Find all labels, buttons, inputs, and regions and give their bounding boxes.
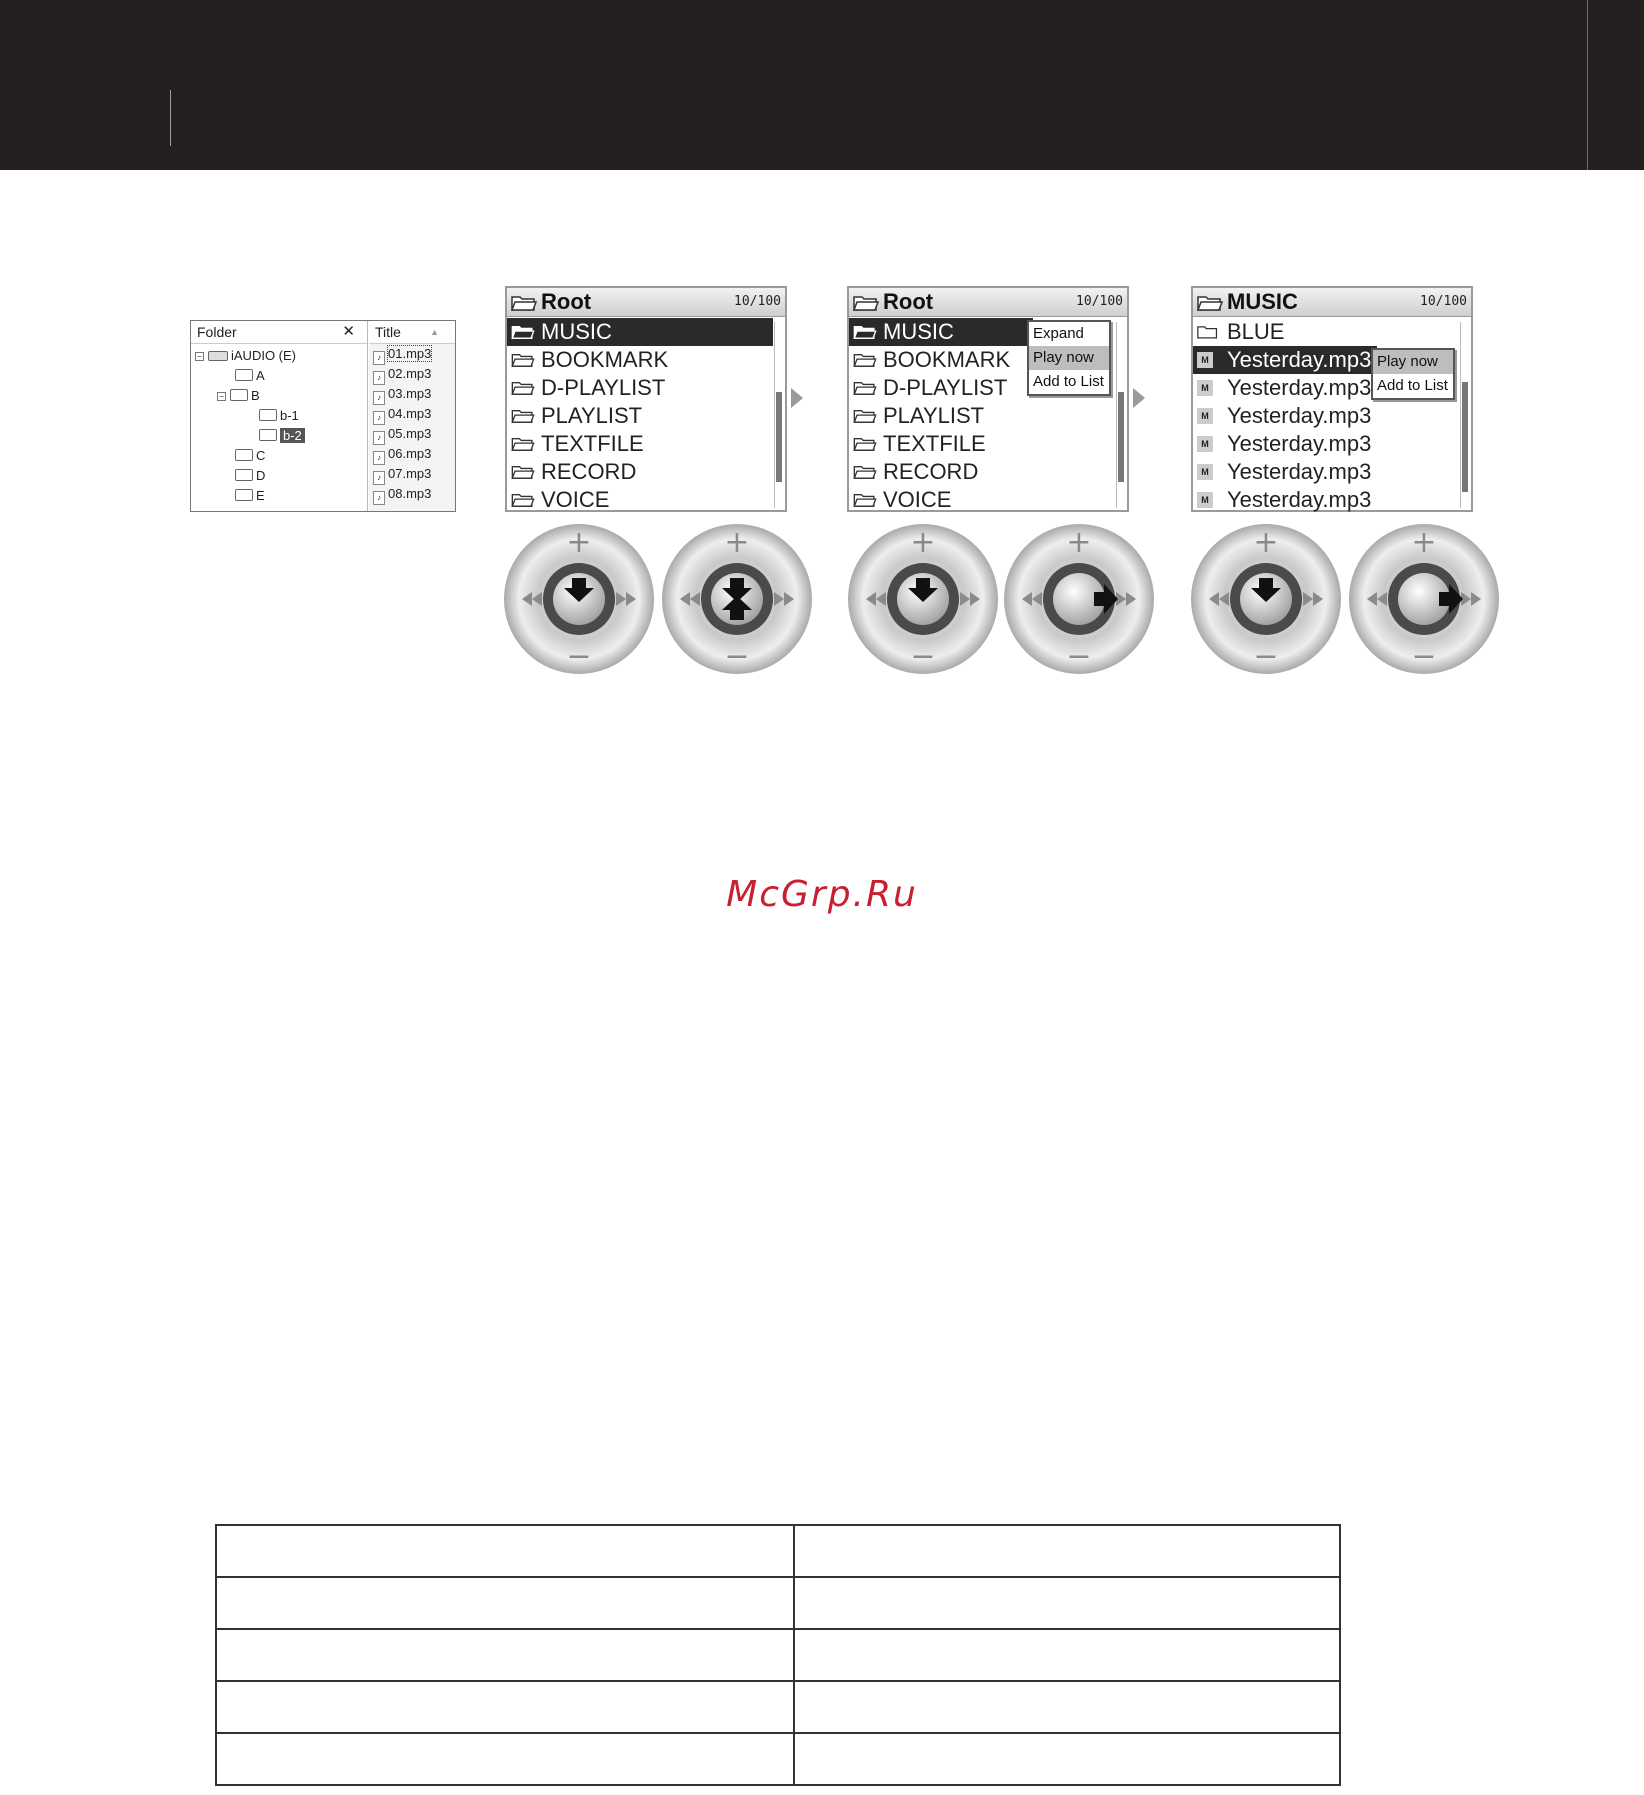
minus-label: − xyxy=(910,639,936,674)
screen-header xyxy=(507,288,785,317)
header-divider-left xyxy=(170,90,171,146)
audio-file-icon: ♪ xyxy=(373,451,385,465)
drive-icon xyxy=(208,351,228,361)
folder-icon xyxy=(853,324,877,340)
file-row[interactable]: ♪ 01.mp3 xyxy=(373,345,431,363)
file-row[interactable]: ♪ 04.mp3 xyxy=(373,405,431,423)
tree-item-folder[interactable]: A xyxy=(235,367,265,385)
item-count: 10/100 xyxy=(734,294,781,309)
wheel-graphic xyxy=(846,522,1000,676)
control-wheel[interactable] xyxy=(1189,522,1343,676)
table-row xyxy=(216,1733,1340,1785)
table-row xyxy=(216,1577,1340,1629)
file-row[interactable]: ♪ 03.mp3 xyxy=(373,385,431,403)
collapse-icon[interactable]: − xyxy=(195,352,204,361)
folder-icon xyxy=(235,369,253,381)
list-item-folder[interactable]: BLUE xyxy=(1193,318,1459,346)
folder-icon xyxy=(235,469,253,481)
music-file-icon: M xyxy=(1197,408,1213,424)
plus-label: + xyxy=(1066,525,1092,560)
audio-file-icon: ♪ xyxy=(373,431,385,445)
screen-header xyxy=(849,288,1127,317)
folder-icon xyxy=(853,492,877,508)
screen-title: Root xyxy=(883,289,934,314)
scrollbar-thumb[interactable] xyxy=(776,392,782,482)
item-count: 10/100 xyxy=(1076,294,1123,309)
wheel-graphic xyxy=(1189,522,1343,676)
table-row xyxy=(216,1525,1340,1577)
info-table xyxy=(215,1524,1341,1786)
control-wheel[interactable] xyxy=(660,522,814,676)
tree-item-folder[interactable]: D xyxy=(235,467,265,485)
menu-item-play-now[interactable]: Play now xyxy=(1373,350,1453,374)
plus-label: + xyxy=(566,525,592,560)
player-screen-3 xyxy=(1191,286,1473,512)
music-file-icon: M xyxy=(1197,464,1213,480)
control-wheel[interactable] xyxy=(1347,522,1501,676)
scrollbar[interactable] xyxy=(1116,322,1125,508)
list-item-music[interactable]: MUSIC xyxy=(507,318,773,346)
list-item[interactable]: RECORD xyxy=(507,458,773,486)
list-item[interactable]: M Yesterday.mp3 xyxy=(1193,374,1459,402)
scrollbar[interactable] xyxy=(774,322,783,508)
menu-item-play-now[interactable]: Play now xyxy=(1029,346,1109,370)
screen-title: Root xyxy=(541,289,592,314)
watermark: McGrp.Ru xyxy=(726,874,918,915)
music-file-icon: M xyxy=(1197,492,1213,508)
file-row[interactable]: ♪ 02.mp3 xyxy=(373,365,431,383)
folder-icon xyxy=(511,324,535,340)
plus-label: + xyxy=(910,525,936,560)
folder-icon xyxy=(853,464,877,480)
folder-icon xyxy=(853,436,877,452)
wheel-graphic xyxy=(502,522,656,676)
folder-icon xyxy=(235,449,253,461)
audio-file-icon: ♪ xyxy=(373,411,385,425)
folder-icon xyxy=(511,352,535,368)
collapse-icon[interactable]: − xyxy=(217,392,226,401)
control-wheel[interactable] xyxy=(846,522,1000,676)
music-file-icon: M xyxy=(1197,380,1213,396)
folder-pane-header xyxy=(191,321,367,344)
title-pane-header[interactable] xyxy=(369,321,455,344)
control-wheel[interactable] xyxy=(502,522,656,676)
minus-label: − xyxy=(566,639,592,674)
wheel-graphic xyxy=(1347,522,1501,676)
minus-label: − xyxy=(1253,639,1279,674)
header-bar xyxy=(0,0,1644,170)
player-screen-1 xyxy=(505,286,787,512)
folder-icon xyxy=(1197,324,1219,340)
wheel-graphic xyxy=(1002,522,1156,676)
close-icon[interactable]: ✕ xyxy=(342,323,355,340)
table-row xyxy=(216,1681,1340,1733)
explorer-window xyxy=(190,320,456,512)
file-row[interactable]: ♪ 07.mp3 xyxy=(373,465,431,483)
scrollbar[interactable] xyxy=(1460,322,1469,508)
list-item[interactable]: BOOKMARK xyxy=(507,346,773,374)
folder-icon xyxy=(511,380,535,396)
header-divider-right xyxy=(1587,0,1588,170)
context-menu xyxy=(1371,348,1455,400)
menu-item-expand[interactable]: Expand xyxy=(1033,325,1084,342)
minus-label: − xyxy=(1066,639,1092,674)
sort-ascending-icon: ▲ xyxy=(430,327,439,337)
plus-label: + xyxy=(724,525,750,560)
screen-header xyxy=(1193,288,1471,317)
file-row[interactable]: ♪ 06.mp3 xyxy=(373,445,431,463)
tree-item-drive[interactable]: − iAUDIO (E) xyxy=(195,347,296,365)
folder-pane xyxy=(191,321,368,511)
file-row[interactable]: ♪ 05.mp3 xyxy=(373,425,431,443)
list-item[interactable]: RECORD xyxy=(849,458,1115,486)
list-item[interactable]: VOICE xyxy=(507,486,773,514)
plus-label: + xyxy=(1253,525,1279,560)
folder-icon xyxy=(511,436,535,452)
title-header-label: Title xyxy=(375,324,401,340)
list-item[interactable]: VOICE xyxy=(849,486,1115,514)
minus-label: − xyxy=(1411,639,1437,674)
list-item[interactable]: M Yesterday.mp3 xyxy=(1193,402,1459,430)
list-item[interactable]: PLAYLIST xyxy=(507,402,773,430)
screen-title: MUSIC xyxy=(1227,289,1298,314)
folder-icon xyxy=(259,409,277,421)
tree-item-folder-selected[interactable]: b-2 xyxy=(259,427,305,445)
folder-header-label: Folder xyxy=(197,324,237,340)
list-item[interactable]: D-PLAYLIST xyxy=(849,374,1115,402)
tree-item-folder[interactable]: E xyxy=(235,487,265,505)
audio-file-icon: ♪ xyxy=(373,391,385,405)
list-item-music[interactable]: MUSIC xyxy=(849,318,1033,346)
step-arrow-icon xyxy=(791,388,803,408)
folder-open-icon xyxy=(1197,294,1223,312)
list-item[interactable]: M Yesterday.mp3 xyxy=(1193,486,1459,514)
list-item-selected[interactable]: M Yesterday.mp3 xyxy=(1193,346,1377,374)
plus-label: + xyxy=(1411,525,1437,560)
table-row xyxy=(216,1629,1340,1681)
folder-icon xyxy=(235,489,253,501)
music-file-icon: M xyxy=(1197,436,1213,452)
scrollbar-thumb[interactable] xyxy=(1118,392,1124,482)
music-file-icon: M xyxy=(1197,352,1213,368)
folder-icon xyxy=(259,429,277,441)
list-item[interactable]: BOOKMARK xyxy=(849,346,1115,374)
audio-file-icon: ♪ xyxy=(373,371,385,385)
list-item[interactable]: PLAYLIST xyxy=(849,402,1115,430)
tree-item-folder[interactable]: b-1 xyxy=(259,407,299,425)
audio-file-icon: ♪ xyxy=(373,491,385,505)
wheel-graphic xyxy=(660,522,814,676)
context-menu xyxy=(1027,320,1111,396)
file-row[interactable]: ♪ 08.mp3 xyxy=(373,485,431,503)
menu-item-add-to-list[interactable]: Add to List xyxy=(1377,377,1448,394)
tree-item-folder[interactable]: C xyxy=(235,447,265,465)
item-count: 10/100 xyxy=(1420,294,1467,309)
folder-icon xyxy=(230,389,248,401)
folder-icon xyxy=(511,408,535,424)
list-item[interactable]: M Yesterday.mp3 xyxy=(1193,430,1459,458)
menu-item-add-to-list[interactable]: Add to List xyxy=(1033,373,1104,390)
player-screen-2 xyxy=(847,286,1129,512)
title-pane xyxy=(369,321,455,511)
list-item[interactable]: M Yesterday.mp3 xyxy=(1193,458,1459,486)
step-arrow-icon xyxy=(1133,388,1145,408)
folder-icon xyxy=(853,352,877,368)
minus-label: − xyxy=(724,639,750,674)
folder-icon xyxy=(511,464,535,480)
folder-icon xyxy=(853,408,877,424)
folder-open-icon xyxy=(511,294,537,312)
folder-open-icon xyxy=(853,294,879,312)
list-item[interactable]: D-PLAYLIST xyxy=(507,374,773,402)
list-item[interactable]: TEXTFILE xyxy=(507,430,773,458)
folder-icon xyxy=(853,380,877,396)
folder-icon xyxy=(511,492,535,508)
audio-file-icon: ♪ xyxy=(373,351,385,365)
scrollbar-thumb[interactable] xyxy=(1462,382,1468,492)
list-item[interactable]: TEXTFILE xyxy=(849,430,1115,458)
control-wheel[interactable] xyxy=(1002,522,1156,676)
tree-item-folder[interactable]: − B xyxy=(217,387,260,405)
audio-file-icon: ♪ xyxy=(373,471,385,485)
